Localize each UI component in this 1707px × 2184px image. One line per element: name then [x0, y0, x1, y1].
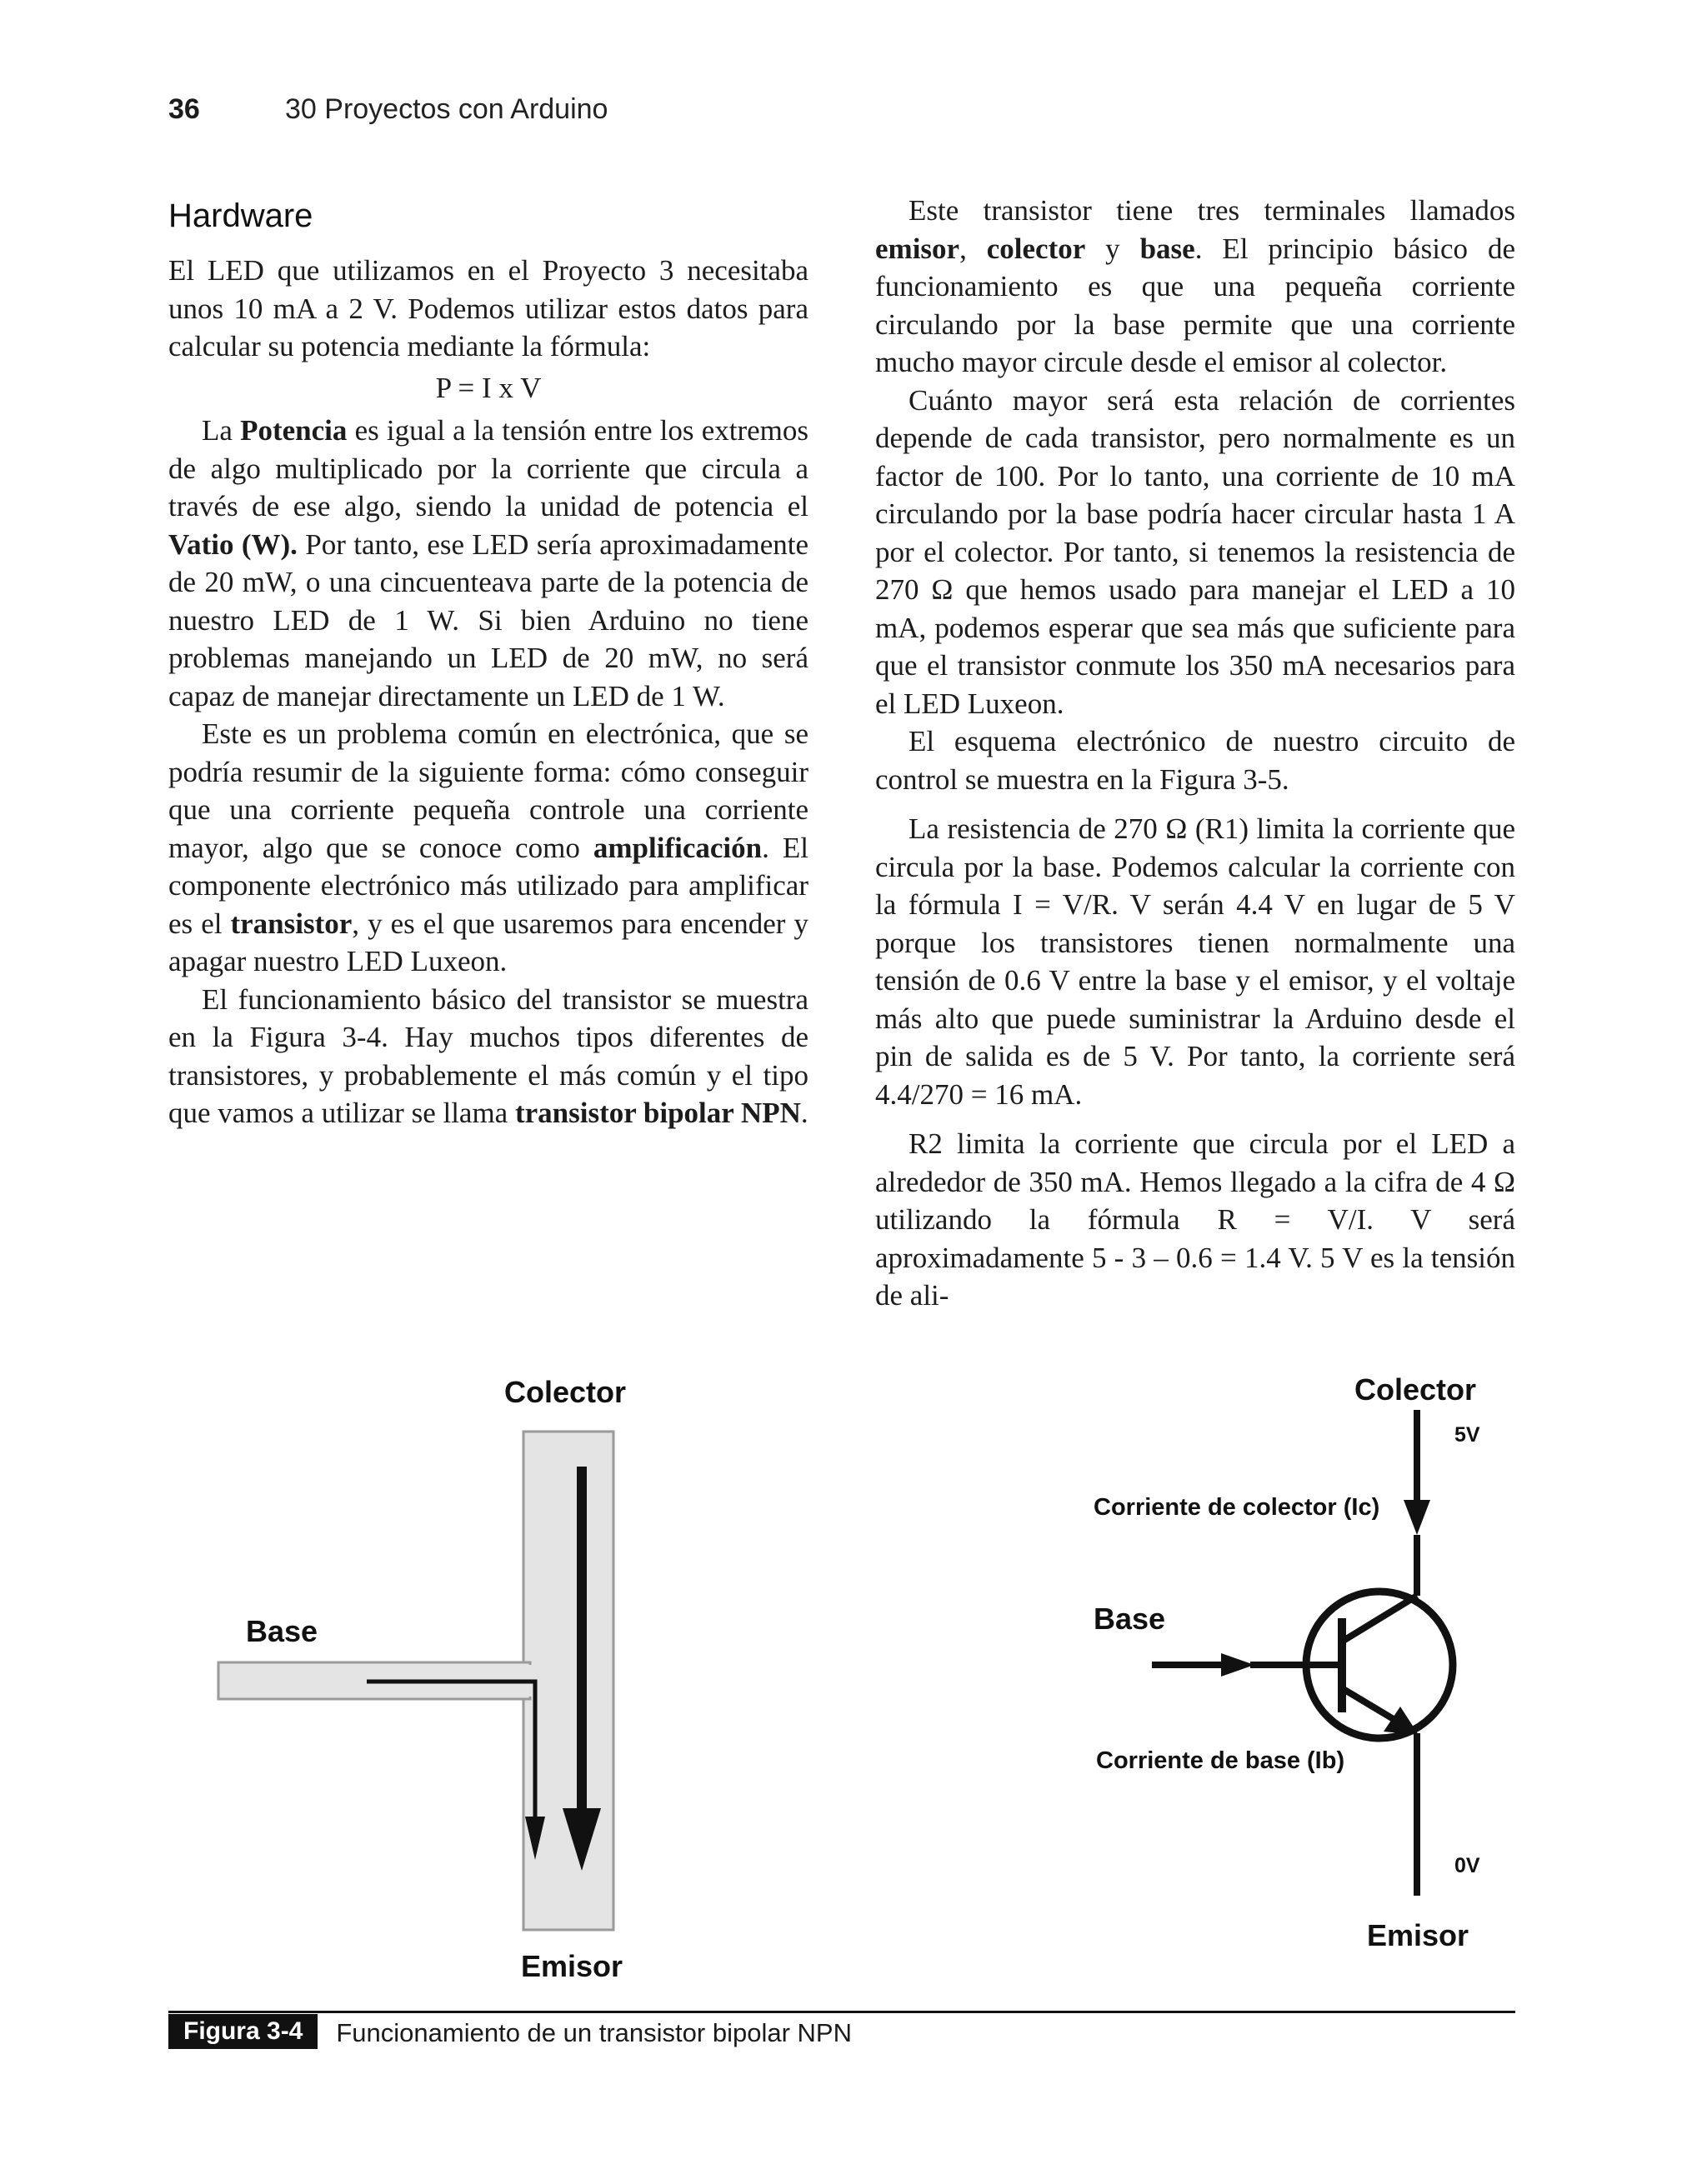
- base-label: Base: [246, 1614, 318, 1648]
- paragraph: La Potencia es igual a la tensión entre los extremos de algo multiplicado por la corriente que circula a través de ese algo, siendo la unidad de potencia el Vatio (W). Por tanto, ese LED sería aproximadamente de 20 mW, o una cincuenteava parte de la potencia de nuestro LED de 1 W. Si bien Arduino no tiene problemas manejando un LED de 20 mW, no será capaz de manejar directamente un LED de 1 W.: [168, 414, 809, 712]
- section-heading: Hardware: [168, 197, 313, 234]
- figure-caption: [168, 2011, 1515, 2053]
- base-label: Base: [1094, 1602, 1166, 1636]
- emitter-arrow: [1384, 1707, 1419, 1735]
- emisor-label: Emisor: [521, 1949, 623, 1983]
- base-current-line: [367, 1682, 535, 1821]
- paragraph: El LED que utilizamos en el Proyecto 3 necesitaba unos 10 mA a 2 V. Podemos utilizar estos datos para calcular su potencia mediante la fórmula:: [168, 254, 808, 362]
- colector-label: Colector: [504, 1375, 627, 1409]
- collector-current-arrow: [1404, 1500, 1430, 1535]
- base-current-label: Corriente de base (Ib): [1096, 1747, 1345, 1774]
- colector-label: Colector: [1354, 1372, 1477, 1407]
- paragraph: R2 limita la corriente que circula por el LED a alrededor de 350 mA. Hemos llegado a la cifra de 4 Ω utilizando la fórmula R = V/I. V será aproximadamente 5 - 3 – 0.6 = 1.4 V. 5 V es la tensión de ali-: [875, 1127, 1515, 1312]
- emitter-lead: [1342, 1688, 1400, 1723]
- paragraph: La resistencia de 270 Ω (R1) limita la corriente que circula por la base. Podemos calcular la corriente con la fórmula I = V/R. V serán 4.4 V en lugar de 5 V porque los transistores tienen normalmente una tensión de 0.6 V entre la base y el emisor, y el voltaje más alto que puede suministrar la Arduino desde el pin de salida es de 5 V. Por tanto, la corriente será 4.4/270 = 16 mA.: [875, 812, 1515, 1111]
- paragraph: Este transistor tiene tres terminales llamados emisor, colector y base. El principio básico de funcionamiento es que una pequeña corriente circulando por la base permite que una corriente mucho mayor circule desde el emisor al colector.: [875, 194, 1515, 378]
- figure-number-tag: Figura 3-4: [168, 2014, 318, 2049]
- formula: P = I x V: [435, 371, 542, 404]
- book-title: 30 Proyectos con Arduino: [285, 93, 608, 125]
- paragraph: El funcionamiento básico del transistor se muestra en la Figura 3-4. Hay muchos tipos diferentes de transistores, y probablemente el más común y el tipo que vamos a utilizar se llama transistor bipolar NPN.: [168, 982, 808, 1129]
- voltage-5v-label: 5V: [1454, 1423, 1480, 1447]
- page-number: 36: [168, 93, 200, 125]
- collector-current-label: Corriente de colector (Ic): [1094, 1494, 1380, 1521]
- base-current-arrow: [1221, 1653, 1254, 1677]
- npn-schematic: [1094, 1372, 1480, 1952]
- collector-lead: [1342, 1596, 1417, 1642]
- emisor-label: Emisor: [1367, 1918, 1469, 1952]
- caption-text: Funcionamiento de un transistor bipolar NPN: [336, 2018, 852, 2047]
- paragraph: Este es un problema común en electrónica, que se podría resumir de la siguiente forma: cómo conseguir que una corriente pequeña controle una corriente mayor, algo que se conoce como amplificación. El componente electrónico más utilizado para amplificar es el transistor, y es el que usaremos para encender y apagar nuestro LED Luxeon.: [168, 717, 808, 977]
- transistor-flow-diagram: [218, 1375, 626, 1983]
- paragraph: El esquema electrónico de nuestro circuito de control se muestra en la Figura 3-5.: [875, 725, 1515, 796]
- voltage-0v-label: 0V: [1454, 1854, 1480, 1877]
- paragraph: Cuánto mayor será esta relación de corrientes depende de cada transistor, pero normalmente es un factor de 100. Por lo tanto, una corriente de 10 mA circulando por la base podría hacer circular hasta 1 A por el colector. Por tanto, si tenemos la resistencia de 270 Ω que hemos usado para manejar el LED a 10 mA, podemos esperar que sea más que suficiente para que el transistor conmute los 350 mA necesarios para el LED Luxeon.: [875, 383, 1515, 720]
